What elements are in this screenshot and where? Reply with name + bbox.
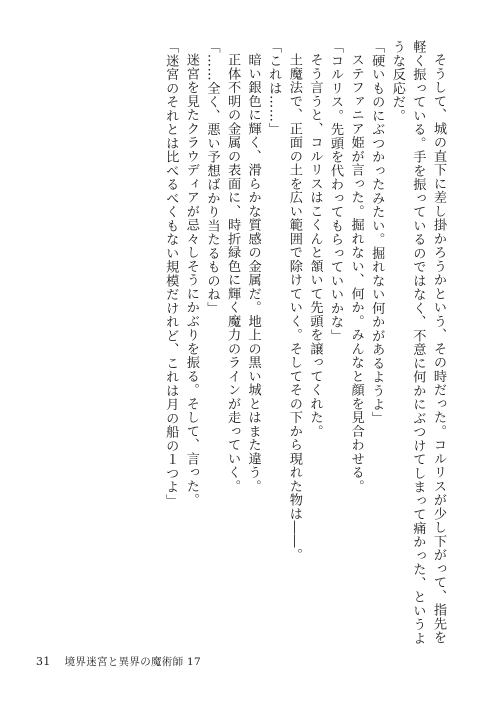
text-line: そう言うと、コルリスはこくんと頷いて先頭を譲ってくれた。 <box>307 53 323 439</box>
text-line: 「……全く、悪い予想ばかり当たるものね」 <box>204 40 220 315</box>
text-line: そうして、城の直下に差し掛かろうかという、その時だった。コルリスが少し下がって、指先を <box>431 53 446 645</box>
page-number: 31 <box>36 655 51 668</box>
text-line: 正体不明の金属の表面に、時折緑色に輝く魔力のラインが走っていく。 <box>225 53 241 494</box>
text-line: 「硬いものにぶつかったみたい。掘れない何かがあるようよ」 <box>369 40 385 425</box>
text-line: 「これは……」 <box>266 40 282 137</box>
vertical-body-text <box>160 40 448 645</box>
book-title: 境界迷宮と異界の魔術師 17 <box>64 656 202 668</box>
text-line: 「コルリス。先頭を代わってもらっていいかな」 <box>328 40 344 343</box>
text-line: ステファニア姫が言った。掘れない、何か。みんなと顔を見合わせる。 <box>348 53 364 494</box>
text-line: 軽く振っている。手を振っているのではなく、不意に何かにぶつけてしまって痛かった、というよ <box>410 40 426 645</box>
page-footer <box>36 654 201 669</box>
text-line: 迷宮を見たクラウディアが忌々しそうにかぶりを振る。そして、言った。 <box>183 53 199 507</box>
text-line: 「迷宮のそれとは比べるべくもない規模だけれど、これは月の船の１つよ」 <box>163 40 179 508</box>
text-line: 暗い銀色に輝く、滑らかな質感の金属だ。地上の黒い城とはまた違う。 <box>245 53 261 494</box>
text-line: うな反応だ。 <box>389 40 405 123</box>
text-line: 土魔法で、正面の土を広い範囲で除けていく。そしてその下から現れた物は――。 <box>286 53 302 562</box>
